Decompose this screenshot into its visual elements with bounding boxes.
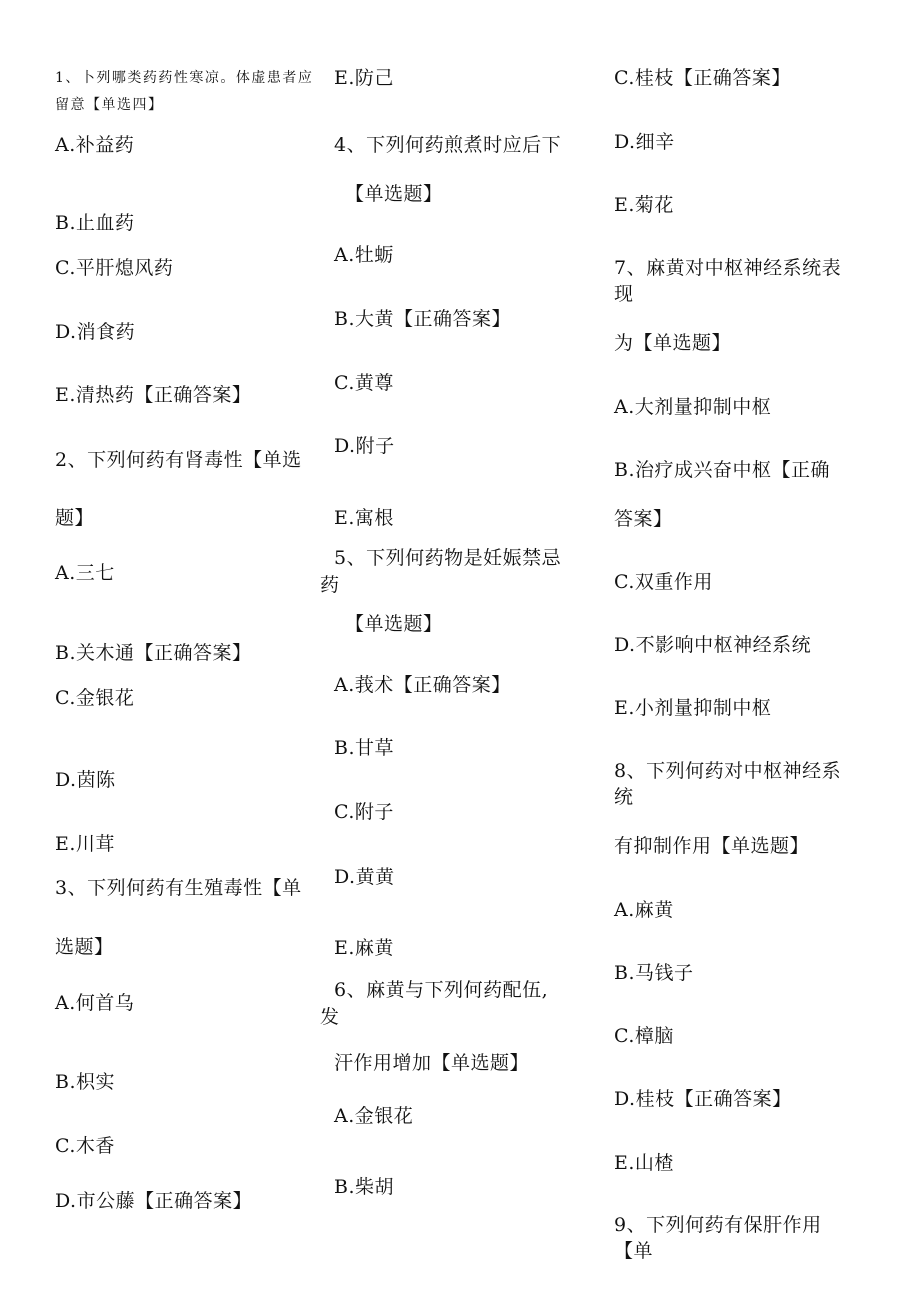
q7-option-a: A.大剂量抑制中枢 — [614, 396, 772, 418]
q7-option-b-line-1: B.治疗成兴奋中枢【正确 — [614, 459, 831, 481]
question-9-line-2: 【单 — [614, 1240, 654, 1262]
q2-option-a: A.三七 — [55, 562, 115, 584]
question-3-line-1: 3、下列何药有生殖毒性【单 — [55, 877, 302, 899]
question-9-line-1: 9、下列何药有保肝作用 — [614, 1214, 822, 1236]
question-6-line-3: 汗作用增加【单选题】 — [334, 1052, 530, 1074]
question-5-line-3: 【单选题】 — [345, 613, 443, 635]
q8-option-b: B.马钱子 — [614, 962, 694, 984]
q5-option-a: A.莪术【正确答案】 — [334, 674, 511, 696]
q6-option-d: D.细辛 — [614, 131, 675, 153]
question-1-line-1: 1、卜列哪类药药性寒凉。体虚患者应 — [55, 70, 314, 86]
q7-option-c: C.双重作用 — [614, 571, 713, 593]
q1-option-a: A.补益药 — [55, 134, 135, 156]
question-8-line-1: 8、下列何药对中枢神经系 — [614, 760, 842, 782]
q1-option-b: B.止血药 — [55, 212, 135, 234]
question-7-line-2: 现 — [614, 283, 634, 305]
q5-option-e: E.麻黄 — [334, 937, 394, 959]
question-2-line-1: 2、下列何药有肾毒性【单选 — [55, 449, 302, 471]
q4-option-d: D.附子 — [334, 435, 395, 457]
q6-option-a: A.金银花 — [334, 1105, 414, 1127]
question-4-line-2: 【单选题】 — [345, 183, 443, 205]
q1-option-d: D.消食药 — [55, 321, 136, 343]
q4-option-e: E.寓根 — [334, 507, 394, 529]
q4-option-b: B.大黄【正确答案】 — [334, 308, 512, 330]
q3-option-b: B.枳实 — [55, 1071, 116, 1093]
question-7-line-3: 为【单选题】 — [614, 332, 732, 354]
q2-option-c: C.金银花 — [55, 687, 135, 709]
q8-option-c: C.樟脑 — [614, 1025, 674, 1047]
q5-option-c: C.附子 — [334, 801, 394, 823]
q3-option-c: C.木香 — [55, 1135, 115, 1157]
q2-option-b: B.关木通【正确答案】 — [55, 642, 252, 664]
question-4-line-1: 4、下列何药煎煮时应后下 — [334, 134, 562, 156]
question-8-line-3: 有抑制作用【单选题】 — [614, 835, 810, 857]
q6-option-c: C.桂枝【正确答案】 — [614, 67, 791, 89]
question-5-line-2: 药 — [320, 574, 340, 596]
q7-option-e: E.小剂量抑制中枢 — [614, 697, 772, 719]
q7-option-b-line-2: 答案】 — [614, 508, 673, 530]
q6-option-b: B.柴胡 — [334, 1176, 395, 1198]
question-2-line-2: 题】 — [55, 507, 95, 529]
q6-option-e: E.菊花 — [614, 194, 674, 216]
question-3-line-2: 选题】 — [55, 936, 114, 958]
question-1-line-2: 留意【单选四】 — [55, 97, 164, 113]
q8-option-e: E.山楂 — [614, 1152, 674, 1174]
q3-option-e: E.防己 — [334, 67, 394, 89]
q3-option-a: A.何首乌 — [55, 992, 135, 1014]
q1-option-c: C.平肝熄风药 — [55, 257, 174, 279]
q2-option-d: D.茵陈 — [55, 769, 116, 791]
q7-option-d: D.不影响中枢神经系统 — [614, 634, 812, 656]
question-6-line-2: 发 — [320, 1006, 340, 1028]
q3-option-d: D.市公藤【正确答案】 — [55, 1190, 253, 1212]
q8-option-a: A.麻黄 — [614, 899, 674, 921]
question-5-line-1: 5、下列何药物是妊娠禁忌 — [334, 547, 562, 569]
q1-option-e: E.清热药【正确答案】 — [55, 384, 252, 406]
q5-option-b: B.甘草 — [334, 737, 395, 759]
q8-option-d: D.桂枝【正确答案】 — [614, 1088, 792, 1110]
question-8-line-2: 统 — [614, 786, 634, 808]
q5-option-d: D.黄黄 — [334, 866, 395, 888]
question-7-line-1: 7、麻黄对中枢神经系统表 — [614, 257, 842, 279]
q4-option-c: C.黄尊 — [334, 372, 394, 394]
q4-option-a: A.牡蛎 — [334, 244, 394, 266]
question-6-line-1: 6、麻黄与下列何药配伍, — [334, 979, 549, 1001]
q2-option-e: E.川茸 — [55, 833, 115, 855]
